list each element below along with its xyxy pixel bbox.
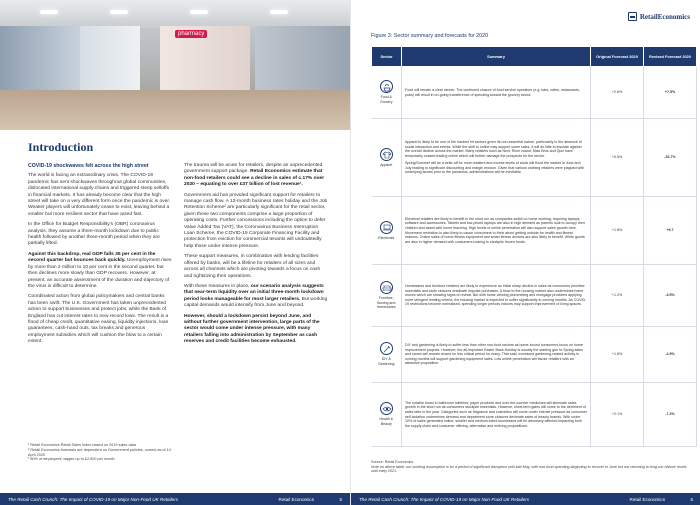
mall-floor	[0, 90, 350, 130]
column-header-revised: Revised Forecast 2020	[644, 47, 697, 67]
summary-cell	[402, 327, 591, 383]
column-header-summary: Summary	[402, 47, 591, 67]
footer-title: The Retail Cash Crunch: The Impact of COVID-19 on Major Non-Food UK Retailers	[359, 496, 530, 502]
brand-logo	[628, 12, 690, 21]
sector-name: Apparel	[380, 162, 393, 167]
revised-forecast: +7.5%	[644, 67, 697, 119]
shopping-mall-photo	[0, 0, 350, 130]
logo-mark-icon	[628, 12, 637, 21]
text-column-2	[184, 163, 328, 350]
footer-brand: Retail Economics	[278, 496, 314, 502]
summary-text: Apparel is likely to be one of the hardest hit sectors given its non-essential nature, particularly in the absence of social interaction and events. While the shift to online may support some sales, it will do little to insulate against the overall decline across the market. Many retailers such as Next, River Island, Miss Bros and Quiz have temporarily ceased trading online which will further damage the prospects for the sector.	[405, 139, 582, 158]
original-forecast: +1.2%	[591, 265, 644, 327]
revised-forecast: -26.7%	[644, 119, 697, 197]
paragraph: The world is facing an extraordinary crisis. The COVID-19 pandemic has sent shockwaves throughout global communities, dislocated international supply chains and triggered steep selloffs in financial markets. It has already become clear that the high street will take on a very different form once the pandemic is over. Weaker players will unfortunately cease to exist, leaving behind a smaller but more resilient sector that have acted fast.	[28, 173, 171, 217]
paragraph-body: Unemployment rises by more than 2 million to 10 per cent in the second quarter, but then declines more slowly than GDP recovers. However, at present, an accurate assessment of the duration and trajectory of the virus is difficult to determine.	[28, 258, 172, 289]
sector-summary-table	[371, 46, 697, 447]
table-row	[372, 197, 697, 265]
table-row	[372, 119, 697, 197]
page-number: 6	[690, 496, 693, 502]
paragraph-lead: Against this backdrop, real GDP falls 35 per cent in the second quarter but bounces back quickly.	[28, 251, 156, 264]
figure-title: Figure 3: Sector summary and forecasts for 2020	[371, 33, 489, 39]
original-forecast: +0.5%	[591, 119, 644, 197]
sector-name: Furniture, flooring and Homewares	[376, 296, 396, 310]
sector-cell	[372, 383, 402, 447]
footnote: ¹ Retail Economics Retail Sales Index based on 2019 sales data	[28, 443, 136, 447]
summary-text: Electrical retailers are likely to benefit in the short run as companies switch to home working, requiring laptops, software and accessories. Tablets and low-priced laptops are also in high demand as parents look to occupy their children and assist with home teaching. High levels of online penetration will also support sales growth here. Movement restriction is also likely to cause consumers to think about getting outside for health and fitness reasons. Online sales of home fitness equipment and smart fitness devices are also likely to benefit. White goods are also in higher demand with consumers looking to stockpile frozen foods.	[405, 216, 585, 244]
summary-text: Spring/Summer will be a write-off for most retailers and excess levels of stock will flood the market in June and July leading to significant discounting and margin erosion. Given that various clothing retailers were plagued with underlying issues prior to the pandemic, administrations will be inevitable.	[405, 161, 584, 175]
page-footer	[351, 493, 700, 505]
paragraph	[184, 284, 328, 310]
table-row	[372, 327, 697, 383]
food-icon	[380, 80, 393, 93]
revised-forecast: +9.7	[644, 197, 697, 265]
summary-text: Homewares and furniture retailers are likely to experience an initial sharp decline in sales as consumers prioritise essentials and store closures eradicate impulse purchases. A blow to the housing market also undermines home moves which are showing signs of revival. But with home viewing plummeting and mortgage providers applying more stringent lending criteria, the housing market is expected to suffer significantly in coming months. As COVID-19 restrictions become normalised, spending longer periods indoors may support improvement of living spaces.	[405, 284, 587, 307]
revised-forecast: -3.5%	[644, 265, 697, 327]
footnotes	[28, 443, 172, 462]
sector-name: Health & Beauty	[379, 417, 393, 426]
paragraph: However, should a lockdown persist beyond June, and without further government intervention, large parts of the sector would come under intense pressure, with many retailers falling into administration by September as cash reserves and credit facilities become exhausted.	[184, 313, 320, 345]
sector-cell	[372, 327, 402, 383]
sector-name: DIY & Gardening	[378, 357, 395, 366]
paragraph-body: But working capital demands would intensify from June and beyond.	[184, 296, 328, 309]
footer-brand: Retail Economics	[629, 496, 665, 502]
summary-text: Food will remain a clear winner. The continued closure of food service operators (e.g. bars, cafes, restaurants, pubs) will result in on-going transference of spending toward the grocery sector.	[405, 87, 580, 97]
table-row	[372, 383, 697, 447]
table-source	[371, 460, 693, 474]
table-row	[372, 265, 697, 327]
ceiling-light	[270, 10, 288, 14]
paragraph: In the Office for Budget Responsibility's (OBR) coronavirus analysis, they assume a three-month lockdown due to public health followed by another three-month period when they are partially lifted.	[28, 222, 160, 247]
table-note: Note on above table: our working assumption is for a period of significant disruption until late May, with non-food spending beginning to recover in June but not returning to long-run historic levels until early 2021.	[371, 464, 687, 474]
sector-cell	[372, 67, 402, 119]
sector-name: Electricals	[378, 235, 395, 240]
paragraph: These support measures, in combination with lending facilities offered by banks, will be a lifeline for retailers of all sizes and across all channels which are pivoting towards a focus on cash and rightsizing their operations.	[184, 254, 321, 279]
logo-text: RetailEconomics	[639, 12, 690, 21]
paragraph-body: With these measures in place,	[184, 283, 251, 289]
column-header-original: Original Forecast 2020	[591, 47, 644, 67]
source-line: Source: Retail Economics	[371, 460, 414, 464]
electricals-icon	[380, 221, 393, 234]
mall-ceiling	[0, 0, 350, 28]
footer-title: The Retail Cash Crunch: The Impact of COVID-19 on Major Non-Food UK Retailers	[8, 496, 179, 502]
page-title: Introduction	[28, 140, 94, 154]
ceiling-light	[190, 10, 208, 14]
summary-cell	[402, 67, 591, 119]
sector-cell	[372, 119, 402, 197]
original-forecast: +1.8%	[591, 327, 644, 383]
page-right	[350, 0, 700, 505]
paragraph-bold: Retail Economics estimate that non-food retailers could see a decline in sales of c.17% over 2020 – equating to over £37 billion of lost revenue¹.	[184, 169, 324, 188]
table-row	[372, 67, 697, 119]
revised-forecast: -2.9%	[644, 327, 697, 383]
ceiling-light	[40, 10, 58, 14]
section-subheading: COVID-19 shockwaves felt across the high street	[28, 163, 149, 169]
footnote: ³ 80% of employees' wages up to £2,500 per month	[28, 457, 115, 462]
original-forecast: +2.6%	[591, 67, 644, 119]
sector-cell	[372, 197, 402, 265]
text-columns	[28, 163, 328, 350]
column-header-sector: Sector	[372, 47, 402, 67]
table-header-row	[372, 47, 697, 67]
revised-forecast: -7.2%	[644, 383, 697, 447]
original-forecast: +1.8%	[591, 197, 644, 265]
page-footer	[0, 493, 350, 505]
summary-text: DIY and gardening is likely to suffer less than other non-food sectors as home-bound consumers focus on home improvement projects. However, the all-important Easter Bank Holiday is usually the starting gun to Spring sales and stores will remain closed for this critical period for many. That said, increased gardening-related activity in coming months will support gardening equipment sales. Low online penetration will favour retailers with an attractive proposition.	[405, 343, 583, 366]
pharmacy-sign: pharmacy	[175, 30, 207, 38]
health-icon	[380, 402, 393, 415]
diy-icon	[380, 342, 393, 355]
sector-cell	[372, 265, 402, 327]
furniture-icon	[380, 281, 393, 294]
paragraph	[184, 163, 328, 189]
summary-cell	[402, 265, 591, 327]
paragraph-body: The trauma will be acute for retailers, despite an unprecedented government support package.	[184, 163, 323, 175]
paragraph: Coordinated action from global policymakers and central banks has been swift. The U.K. Government has taken unprecedented action to support businesses and protect jobs, while the Bank of England has cut interest rates to new record lows. The result is a flood of cheap credit, quantitative easing, liquidity injections, loan guarantees, cash-hand outs, tax breaks and generous employment subsidies which will cushion the blow to a certain extent.	[28, 294, 169, 345]
left-content	[28, 140, 328, 350]
footnote: ² Retail Economics forecasts are dependent on Government policies, correct as of 14 April 2020	[28, 447, 171, 457]
ceiling-light	[110, 10, 128, 14]
summary-text: The notable boost in bathroom toiletries, paper products and over-the-counter medicines will stimulate sales growth in the short run as consumers stockpile essentials. However, short-term gains will come to the detriment of sales later in the year. Categories such as fragrance and cosmetics will come under intense pressure as consumer self-isolation undermines demand and department store closures decimate sales of beauty brands. With under 10% of sales generated online, smaller and medium-sized businesses will be adversely affected impacting both the supply chain and consumer offering, alternative and enticing propositions.	[405, 400, 587, 428]
summary-cell	[402, 119, 591, 197]
paragraph	[28, 252, 172, 290]
original-forecast: +2.1%	[591, 383, 644, 447]
paragraph-bold: our scenario analysis suggests that near-term liquidity over an initial three-month lockdown period looks manageable for most larger retailers.	[184, 283, 324, 302]
paragraph: Government aid has provided significant support for retailers to manage cash flow. A 12-month business rates holiday and the Job Retention Scheme² are particularly significant for the retail sector, given these two components comprise a large proportion of operating costs. Further concessions including the option to defer Value Added Tax (VAT), the Coronavirus Business Interruption Loan Scheme, the COVID-19 Corporate Financing Facility and protection from eviction for commercial tenants will undoubtedly help those under intense pressure.	[184, 192, 328, 249]
apparel-icon	[380, 148, 393, 161]
summary-cell	[402, 383, 591, 447]
summary-cell	[402, 197, 591, 265]
text-column-1	[28, 163, 172, 350]
sector-name: Food & Grocery	[380, 95, 393, 104]
page-number: 5	[339, 496, 342, 502]
